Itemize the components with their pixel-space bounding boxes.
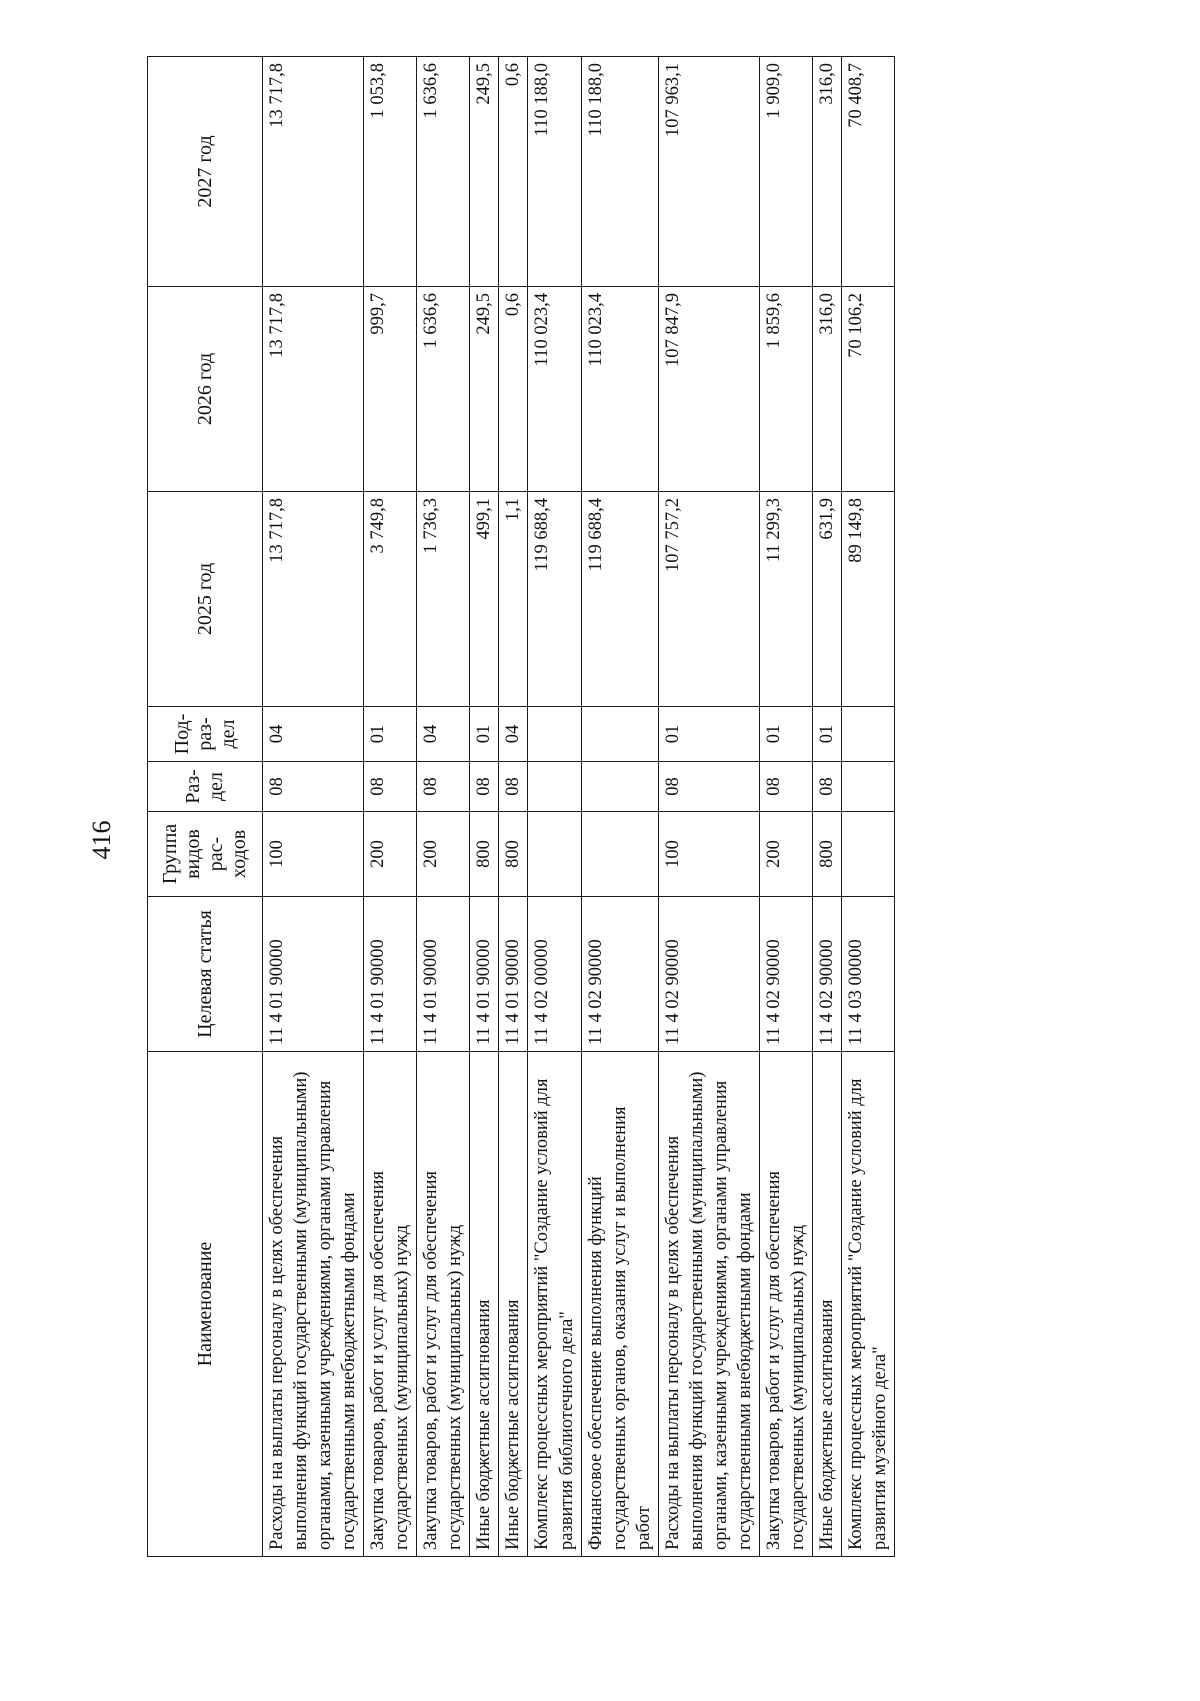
cell-group: 800 (812, 812, 841, 897)
cell-2025: 499,1 (470, 492, 499, 707)
cell-2026: 110 023,4 (581, 287, 658, 492)
cell-group (581, 812, 658, 897)
cell-2026: 1 859,6 (759, 287, 812, 492)
cell-2026: 249,5 (470, 287, 499, 492)
cell-section: 08 (364, 762, 417, 812)
cell-section (842, 762, 895, 812)
cell-name: Финансовое обеспечение выполнения функций государственных органов, оказания услуг и выполнения работ (581, 1052, 658, 1557)
cell-section: 08 (499, 762, 528, 812)
cell-group: 100 (658, 812, 759, 897)
cell-2027: 110 188,0 (581, 57, 658, 287)
table-row (581, 57, 658, 1557)
cell-target: 11 4 02 90000 (759, 897, 812, 1052)
cell-2026: 0,6 (499, 287, 528, 492)
budget-table (147, 56, 895, 1557)
rotated-table-container (147, 57, 1060, 1557)
cell-2026: 1 636,6 (417, 287, 470, 492)
cell-target: 11 4 01 90000 (364, 897, 417, 1052)
cell-section (528, 762, 581, 812)
cell-2025: 119 688,4 (581, 492, 658, 707)
cell-subsection (528, 707, 581, 762)
cell-2026: 13 717,8 (263, 287, 364, 492)
cell-group: 200 (364, 812, 417, 897)
header-target: Целевая статья (148, 897, 263, 1052)
cell-2025: 1 736,3 (417, 492, 470, 707)
cell-subsection: 01 (470, 707, 499, 762)
cell-2027: 0,6 (499, 57, 528, 287)
table-row (812, 57, 841, 1557)
table-row (364, 57, 417, 1557)
cell-section: 08 (417, 762, 470, 812)
cell-2027: 70 408,7 (842, 57, 895, 287)
table-row (263, 57, 364, 1557)
cell-subsection (842, 707, 895, 762)
cell-name: Закупка товаров, работ и услуг для обеспечения государственных (муниципальных) нужд (759, 1052, 812, 1557)
cell-2026: 110 023,4 (528, 287, 581, 492)
cell-2025: 119 688,4 (528, 492, 581, 707)
table-row (417, 57, 470, 1557)
cell-2025: 1,1 (499, 492, 528, 707)
cell-subsection: 01 (759, 707, 812, 762)
cell-2026: 316,0 (812, 287, 841, 492)
cell-target: 11 4 01 90000 (263, 897, 364, 1052)
header-2027: 2027 год (148, 57, 263, 287)
cell-target: 11 4 02 00000 (528, 897, 581, 1052)
table-row (470, 57, 499, 1557)
cell-name: Комплекс процессных мероприятий "Создание условий для развития музейного дела" (842, 1052, 895, 1557)
cell-target: 11 4 02 90000 (658, 897, 759, 1052)
cell-target: 11 4 02 90000 (812, 897, 841, 1052)
cell-2026: 107 847,9 (658, 287, 759, 492)
cell-subsection: 04 (499, 707, 528, 762)
cell-2025: 107 757,2 (658, 492, 759, 707)
cell-2025: 631,9 (812, 492, 841, 707)
header-section: Раз-дел (148, 762, 263, 812)
cell-2027: 1 053,8 (364, 57, 417, 287)
cell-subsection: 01 (364, 707, 417, 762)
cell-2027: 249,5 (470, 57, 499, 287)
cell-name: Иные бюджетные ассигнования (470, 1052, 499, 1557)
table-row (759, 57, 812, 1557)
cell-section: 08 (812, 762, 841, 812)
table-body (263, 57, 895, 1557)
cell-name: Иные бюджетные ассигнования (499, 1052, 528, 1557)
cell-2026: 999,7 (364, 287, 417, 492)
cell-group: 200 (759, 812, 812, 897)
cell-target: 11 4 01 90000 (470, 897, 499, 1052)
cell-section: 08 (263, 762, 364, 812)
cell-2026: 70 106,2 (842, 287, 895, 492)
cell-name: Иные бюджетные ассигнования (812, 1052, 841, 1557)
cell-subsection (581, 707, 658, 762)
cell-target: 11 4 02 90000 (581, 897, 658, 1052)
cell-name: Закупка товаров, работ и услуг для обеспечения государственных (муниципальных) нужд (364, 1052, 417, 1557)
table-row (658, 57, 759, 1557)
table-row (528, 57, 581, 1557)
header-subsection: Под-раз-дел (148, 707, 263, 762)
header-group: Группа видов рас-ходов (148, 812, 263, 897)
cell-section: 08 (470, 762, 499, 812)
cell-group: 100 (263, 812, 364, 897)
table-row (842, 57, 895, 1557)
cell-target: 11 4 03 00000 (842, 897, 895, 1052)
cell-2025: 13 717,8 (263, 492, 364, 707)
table-row (499, 57, 528, 1557)
cell-section (581, 762, 658, 812)
cell-name: Расходы на выплаты персоналу в целях обеспечения выполнения функций государственными (муниципальными) органами, казенными учреждениями, органами управления государственными внебюджетными фондами (658, 1052, 759, 1557)
cell-2027: 110 188,0 (528, 57, 581, 287)
cell-2025: 3 749,8 (364, 492, 417, 707)
cell-section: 08 (658, 762, 759, 812)
cell-subsection: 04 (263, 707, 364, 762)
cell-subsection: 04 (417, 707, 470, 762)
cell-2025: 11 299,3 (759, 492, 812, 707)
cell-target: 11 4 01 90000 (417, 897, 470, 1052)
cell-2027: 13 717,8 (263, 57, 364, 287)
cell-group: 200 (417, 812, 470, 897)
header-2025: 2025 год (148, 492, 263, 707)
cell-group (528, 812, 581, 897)
cell-group (842, 812, 895, 897)
cell-2027: 316,0 (812, 57, 841, 287)
header-2026: 2026 год (148, 287, 263, 492)
cell-2027: 1 636,6 (417, 57, 470, 287)
cell-subsection: 01 (658, 707, 759, 762)
page-number: 416 (87, 820, 116, 860)
cell-2027: 1 909,0 (759, 57, 812, 287)
cell-group: 800 (499, 812, 528, 897)
cell-target: 11 4 01 90000 (499, 897, 528, 1052)
cell-name: Закупка товаров, работ и услуг для обеспечения государственных (муниципальных) нужд (417, 1052, 470, 1557)
cell-name: Расходы на выплаты персоналу в целях обеспечения выполнения функций государственными (муниципальными) органами, казенными учреждениями, органами управления государственными внебюджетными фондами (263, 1052, 364, 1557)
cell-2025: 89 149,8 (842, 492, 895, 707)
cell-subsection: 01 (812, 707, 841, 762)
cell-group: 800 (470, 812, 499, 897)
cell-name: Комплекс процессных мероприятий "Создание условий для развития библиотечного дела" (528, 1052, 581, 1557)
header-name: Наименование (148, 1052, 263, 1557)
cell-section: 08 (759, 762, 812, 812)
header-row (148, 57, 263, 1557)
cell-2027: 107 963,1 (658, 57, 759, 287)
